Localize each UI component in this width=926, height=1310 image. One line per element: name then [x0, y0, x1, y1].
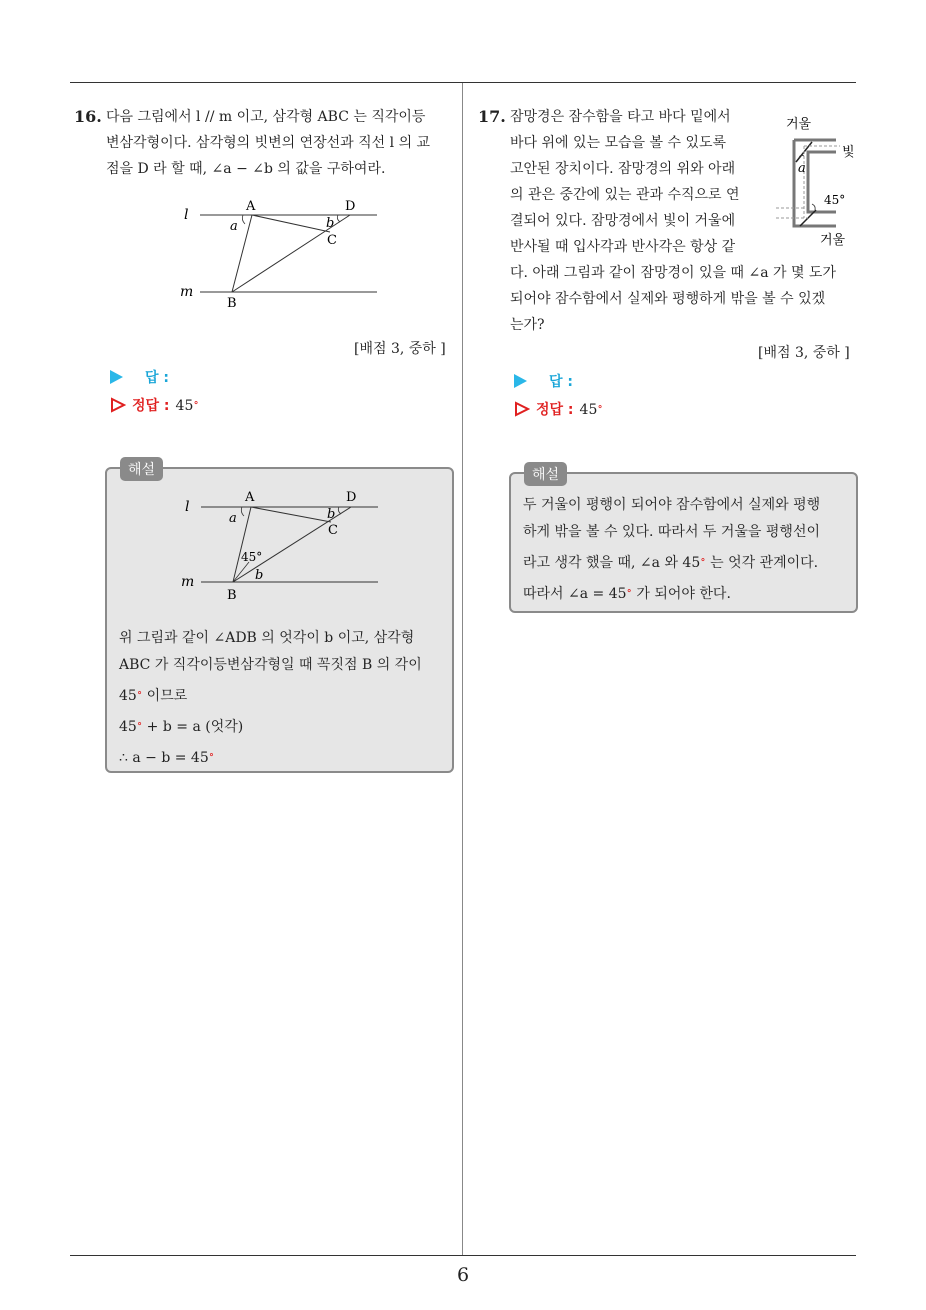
text: 이므로: [142, 688, 188, 704]
explanation-text: [523, 492, 820, 608]
problem-line: 변삼각형이다. 삼각형의 빗변의 연장선과 직선 l 의 교: [106, 135, 431, 151]
degree-icon: ∘: [136, 686, 143, 699]
label-angle-45: 45°: [824, 193, 846, 207]
label-mirror-top: 거울: [786, 117, 812, 132]
degree-icon: ∘: [208, 748, 215, 761]
label-D: D: [346, 490, 357, 505]
degree-icon: ∘: [626, 584, 632, 597]
problem-text: [106, 104, 430, 182]
degree-icon: ∘: [193, 396, 199, 409]
explanation-tag: 해설: [120, 457, 163, 481]
answer-row: [514, 371, 573, 391]
label-angle-45: 45°: [241, 550, 263, 564]
label-mirror-bottom: 거울: [820, 233, 846, 248]
explanation-line: [119, 741, 422, 772]
correct-value: [580, 402, 603, 418]
problem-line: 점을 D 라 할 때, ∠a − ∠b 의 값을 구하여라.: [106, 161, 386, 177]
text: 따라서 ∠a = 45: [523, 586, 627, 602]
label-angle-a: a: [798, 161, 806, 176]
label-B: B: [227, 588, 237, 603]
column-divider: [462, 83, 463, 1255]
correct-answer-row: [110, 395, 199, 415]
explanation-box: [509, 472, 858, 613]
correct-triangle-icon: [514, 401, 530, 417]
correct-label: 정답 :: [536, 402, 574, 418]
arc-45: [812, 204, 815, 210]
problem-number: 17.: [478, 107, 506, 126]
explanation-line: 위 그림과 같이 ∠ADB 의 엇각이 b 이고, 삼각형: [119, 630, 415, 646]
label-m: m: [181, 574, 195, 590]
score-meta: [배점 3, 중하 ]: [758, 345, 850, 361]
answer-row: [110, 367, 169, 387]
explanation-box: [105, 467, 454, 773]
bottom-rule: [70, 1255, 856, 1256]
label-light: 빛: [842, 145, 855, 160]
explanation-line: ABC 가 직각이등변삼각형일 때 꼭짓점 B 의 각이: [119, 657, 422, 673]
side-ac: [251, 507, 331, 522]
problem-line: 되어야 잠수함에서 실제와 평행하게 밖을 볼 수 있겠: [510, 291, 826, 307]
value: 45: [119, 688, 137, 704]
problem-line: 는가?: [510, 317, 545, 333]
label-l: l: [185, 499, 190, 515]
score-meta: [배점 3, 중하 ]: [354, 341, 446, 357]
label-m: m: [180, 284, 194, 300]
label-A: A: [246, 199, 256, 214]
explanation-text: [119, 625, 422, 772]
degree-icon: ∘: [597, 400, 603, 413]
correct-label: 정답 :: [132, 398, 170, 414]
label-l: l: [184, 207, 189, 223]
periscope-figure: [770, 108, 860, 250]
problem-line: 다. 아래 그림과 같이 잠망경이 있을 때 ∠a 가 몇 도가: [510, 265, 836, 281]
problem-line: 다음 그림에서 l // m 이고, 삼각형 ABC 는 직각이등: [106, 109, 426, 125]
correct-value: [176, 398, 199, 414]
label-angle-a: a: [229, 511, 237, 526]
correct-value-number: 45: [579, 402, 598, 418]
correct-answer-row: [514, 399, 603, 419]
arc-b: [338, 507, 341, 514]
explanation-line: 하게 밖을 볼 수 있다. 따라서 두 거울을 평행선이: [523, 524, 821, 540]
explanation-line: 두 거울이 평행이 되어야 잠수함에서 실제와 평행: [523, 497, 821, 513]
top-rule: [70, 82, 856, 83]
correct-triangle-icon: [110, 397, 126, 413]
problem-line: 잠망경은 잠수함을 타고 바다 밑에서: [510, 109, 731, 125]
explanation-line: [523, 546, 820, 577]
explanation-line: [523, 577, 820, 608]
text: 가 되어야 한다.: [631, 586, 731, 602]
arc-b: [337, 215, 340, 222]
page-number: 6: [456, 1264, 470, 1286]
label-angle-b2: b: [255, 568, 264, 583]
explanation-figure-16: [171, 485, 391, 605]
degree-icon: ∘: [700, 553, 706, 566]
label-angle-b: b: [326, 216, 335, 231]
answer-triangle-icon: [514, 374, 527, 388]
arc-a: [241, 507, 244, 516]
arc-a: [242, 215, 245, 224]
explanation-line: [119, 679, 422, 710]
answer-triangle-icon: [110, 370, 123, 384]
label-C: C: [328, 523, 338, 538]
label-C: C: [327, 233, 337, 248]
problem-line: 고안된 장치이다. 잠망경의 위와 아래: [510, 161, 736, 177]
text: 라고 생각 했을 때, ∠a 와 45: [523, 555, 701, 571]
label-angle-a: a: [230, 219, 238, 234]
problem-line: 의 관은 중간에 있는 관과 수직으로 연: [510, 187, 740, 203]
explanation-tag: 해설: [524, 462, 567, 486]
problem-line: 결되어 있다. 잠망경에서 빛이 거울에: [510, 213, 736, 229]
text: + b = a (엇각): [142, 719, 244, 735]
text: ∴ a − b = 45: [119, 750, 209, 766]
problem-number: 16.: [74, 107, 102, 126]
figure-16: [170, 190, 390, 312]
degree-icon: ∘: [136, 717, 143, 730]
answer-label: 답 :: [145, 370, 169, 386]
value: 45: [119, 719, 137, 735]
text: 는 엇각 관계이다.: [705, 555, 819, 571]
correct-value-number: 45: [175, 398, 194, 414]
label-D: D: [345, 199, 356, 214]
problem-line: 바다 위에 있는 모습을 볼 수 있도록: [510, 135, 727, 151]
label-angle-b: b: [327, 507, 336, 522]
label-A: A: [245, 490, 255, 505]
answer-label: 답 :: [549, 374, 573, 390]
side-ac: [252, 215, 330, 232]
explanation-line: [119, 710, 422, 741]
problem-line: 반사될 때 입사각과 반사각은 항상 같: [510, 239, 736, 255]
label-B: B: [227, 296, 237, 311]
